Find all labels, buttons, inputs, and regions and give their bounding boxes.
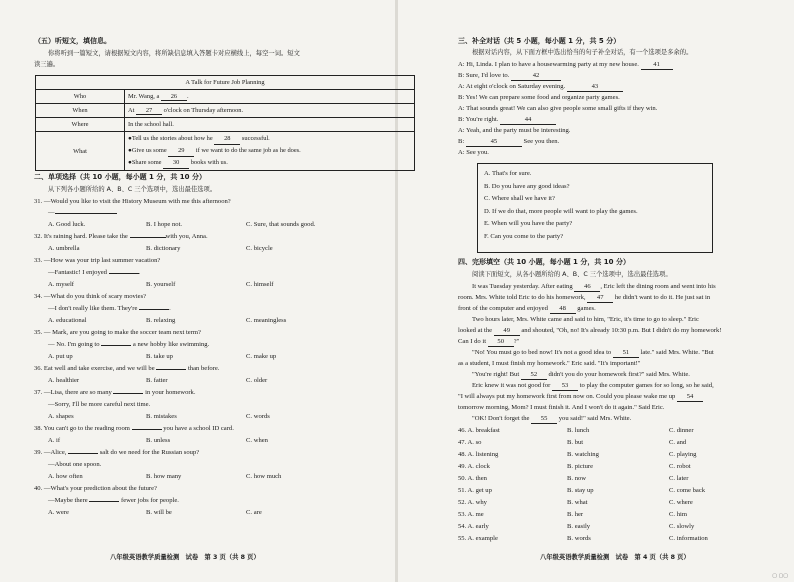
question-37: 37. —Lisa, there are so many in your homework. xyxy=(34,389,196,396)
left-footer: 八年级英语教学质量检测 试卷 第 3 页（共 8 页） xyxy=(110,554,260,561)
cloze-heading: 四、完形填空（共 10 小题，每小题 1 分，共 10 分） xyxy=(458,258,630,266)
cloze-line: Two hours later, Mrs. White came and said to him, "Eric, it's time to go to sleep." Eric xyxy=(472,316,699,323)
row-key: What xyxy=(36,132,125,171)
row-key: When xyxy=(36,104,125,118)
options-34: A. educational B. relaxing C. meaningless xyxy=(48,317,287,324)
row-value: Mr. Wang, a 26 . xyxy=(125,90,415,104)
cloze-instruction: 阅读下面短文，从各小题所给的 A、B、C 三个选项中，选出最佳选项。 xyxy=(472,271,672,278)
options-35: A. put up B. take up C. make up xyxy=(48,353,277,360)
cloze-line: looked at the 49 and shouted, "Oh, no! It's already 10:30 p.m. But I didn't do my homework! xyxy=(458,327,722,334)
question-31: 31. —Would you like to visit the History Museum with me this afternoon? xyxy=(34,198,231,205)
row-key: Who xyxy=(36,90,125,104)
options-37: A. shapes B. mistakes C. words xyxy=(48,413,270,420)
mc-heading: 二、单项选择（共 10 小题，每小题 1 分，共 10 分） xyxy=(34,173,206,181)
answer-blank-53: 53 xyxy=(552,382,578,391)
cloze-choice: C. later xyxy=(669,475,689,482)
dialog-option: E. When will you have the party? xyxy=(484,220,573,227)
table-row xyxy=(36,132,415,171)
cloze-choice: C. information xyxy=(669,535,708,542)
listening-heading: （五）听短文，填信息。 xyxy=(34,37,111,45)
dialog-line: A: Hi, Linda. I plan to have a housewarming party at my new house. 41 xyxy=(458,61,673,70)
answer-blank-41: 41 xyxy=(641,61,673,70)
question-39-reply: —About one spoon. xyxy=(48,461,102,468)
question-34: 34. —What do you think of scary movies? xyxy=(34,293,147,300)
cloze-line: as a student, I must finish my homework." Eric said. "It's important!" xyxy=(458,360,641,367)
cloze-choice: 47. A. so xyxy=(458,439,482,446)
cloze-choice: B. what xyxy=(567,499,588,506)
answer-blank-48: 48 xyxy=(550,305,576,314)
dialog-option: B. Do you have any good ideas? xyxy=(484,182,570,190)
dialog-line: B: You're right. 44 xyxy=(458,116,556,125)
table-row xyxy=(36,118,415,132)
answer-blank-45: 45 xyxy=(466,138,522,147)
cloze-choice: 46. A. breakfast xyxy=(458,427,500,434)
answer-blank-43: 43 xyxy=(567,83,623,92)
row-value: ●Tell us the stories about how he 28 successful. ●Give us some 29 if we want to do the same job as he does. ●Share some 30 books with us. xyxy=(125,132,415,171)
options-32: A. umbrella B. dictionary C. bicycle xyxy=(48,245,273,252)
answer-blank-50: 50 xyxy=(488,338,514,347)
answer-blank-26: 26 xyxy=(161,93,187,101)
cloze-line: "OK! Don't forget the 55 you said!" said Mrs. White. xyxy=(472,415,632,422)
watermark: ▢ ▢▢ xyxy=(772,573,788,579)
options-36: A. healthier B. fatter C. older xyxy=(48,377,268,384)
cloze-choice: C. dinner xyxy=(669,427,694,434)
cloze-choice: C. him xyxy=(669,511,687,518)
cloze-choice: B. words xyxy=(567,535,591,542)
cloze-choice: C. where xyxy=(669,499,693,506)
answer-blank-46: 46 xyxy=(574,283,600,292)
cloze-line: It was Tuesday yesterday. After eating 46 , Eric left the dining room and went into his xyxy=(472,283,716,290)
dialog-line: A: Yeah, and the party must be interesting. xyxy=(458,127,571,134)
question-34-reply: —I don't really like them. They're . xyxy=(48,305,171,312)
mc-instruction: 从下列各小题所给的 A、B、C 三个选项中，选出最佳选项。 xyxy=(48,186,217,193)
cloze-choice: B. watching xyxy=(567,451,599,458)
answer-blank-27: 27 xyxy=(136,107,162,115)
cloze-choice: 53. A. me xyxy=(458,511,484,518)
options-33: A. myself B. yourself C. himself xyxy=(48,281,274,288)
cloze-line: Eric knew it was not good for 53 to play the computer games for so long, so he said, xyxy=(472,382,714,389)
answer-blank-51: 51 xyxy=(613,349,639,358)
question-39: 39. —Alice, salt do we need for the Russian soup? xyxy=(34,449,200,456)
question-32: 32. It's raining hard. Please take the with you, Anna. xyxy=(34,233,208,240)
dialog-line: A: At eight o'clock on Saturday evening. 43 xyxy=(458,83,623,92)
cloze-choice: B. picture xyxy=(567,463,594,470)
dialog-option: F. Can you come to the party? xyxy=(484,232,564,240)
answer-blank-30: 30 xyxy=(163,157,189,169)
cloze-line: Can I do it 50 ?" xyxy=(458,338,520,345)
question-38: 38. You can't go to the reading room you have a school ID card. xyxy=(34,425,234,432)
dialog-line: B: 45 See you then. xyxy=(458,138,560,145)
options-40: A. were B. will be C. are xyxy=(48,509,262,516)
cloze-choice: B. stay up xyxy=(567,487,594,494)
cloze-choice: 49. A. clock xyxy=(458,463,490,470)
listening-instruction: 你将听到一篇短文，请根据短文内容，将所缺信息填入答题卡对应横线上，每空一词。短文 xyxy=(48,50,300,57)
table-row xyxy=(36,104,415,118)
cloze-choice: B. easily xyxy=(567,523,591,530)
question-31-reply: — xyxy=(48,209,117,217)
dialog-options-box xyxy=(477,163,713,253)
cloze-line: tomorrow morning, Mom? I must finish it. And I won't do it again." Said Eric. xyxy=(458,404,665,411)
question-36: 36. Eat well and take exercise, and we will be than before. xyxy=(34,365,220,372)
answer-blank-47: 47 xyxy=(587,294,613,303)
cloze-choice: B. now xyxy=(567,475,587,482)
question-40: 40. —What's your prediction about the future? xyxy=(34,485,157,492)
cloze-choice: C. and xyxy=(669,439,687,446)
dialog-line: A: See you. xyxy=(458,149,489,156)
options-38: A. if B. unless C. when xyxy=(48,437,268,444)
cloze-line: room. Mrs. White told Eric to do his homework, 47 he didn't want to do it. He just sat in xyxy=(458,294,711,301)
cloze-choice: 48. A. listening xyxy=(458,451,499,458)
question-33-reply: —Fantastic! I enjoyed . xyxy=(48,269,141,276)
question-35-reply: — No. I'm going to a new hobby like swimming. xyxy=(48,341,210,348)
answer-blank-52: 52 xyxy=(521,371,547,380)
dialog-line: A: That sounds great! We can also give people some small gifts if they win. xyxy=(458,105,658,112)
cloze-line: front of the computer and enjoyed 48 games. xyxy=(458,305,596,312)
options-39: A. how often B. how many C. how much xyxy=(48,473,282,480)
cloze-choice: C. robot xyxy=(669,463,691,470)
right-footer: 八年级英语教学质量检测 试卷 第 4 页（共 8 页） xyxy=(540,554,690,561)
dialog-heading: 三、补全对话（共 5 小题，每小题 1 分，共 5 分） xyxy=(458,37,621,45)
answer-blank-29: 29 xyxy=(168,145,194,157)
cloze-choice: 55. A. example xyxy=(458,535,498,542)
cloze-line: "No! You must go to bed now! It's not a good idea to 51 late." said Mrs. White. "But xyxy=(472,349,714,356)
listening-table xyxy=(35,75,415,171)
row-value: At 27 o'clock on Thursday afternoon. xyxy=(125,104,415,118)
options-31: A. Good luck. B. I hope not. C. Sure, that sounds good. xyxy=(48,221,316,228)
cloze-choice: B. lunch xyxy=(567,427,590,434)
cloze-line: "I will always put my homework first from now on. Could you please wake me up 54 xyxy=(458,393,703,402)
cloze-choice: 52. A. why xyxy=(458,499,487,506)
cloze-choice: B. but xyxy=(567,439,584,446)
table-title: A Talk for Future Job Planning xyxy=(36,76,415,90)
answer-blank-55: 55 xyxy=(531,415,557,424)
cloze-line: "You're right! But 52 didn't you do your homework first?" said Mrs. White. xyxy=(472,371,690,378)
dialog-instruction: 根据对话内容，从下面方框中选出恰当的句子补全对话，有一个选项是多余的。 xyxy=(472,49,693,56)
dialog-line: B: Yes! We can prepare some food and organize party games. xyxy=(458,94,620,101)
question-33: 33. —How was your trip last summer vacation? xyxy=(34,257,161,264)
dialog-option: A. That's for sure. xyxy=(484,170,532,177)
cloze-choice: C. slowly xyxy=(669,523,695,530)
cloze-choice: C. playing xyxy=(669,451,697,458)
question-35: 35. — Mark, are you going to make the soccer team next term? xyxy=(34,329,201,336)
question-40-reply: —Maybe there fewer jobs for people. xyxy=(48,497,179,504)
cloze-choice: B. her xyxy=(567,511,584,518)
dialog-option: D. If we do that, more people will want to play the games. xyxy=(484,207,638,215)
answer-blank-49: 49 xyxy=(494,327,520,336)
answer-blank-44: 44 xyxy=(500,116,556,125)
row-key: Where xyxy=(36,118,125,132)
dialog-line: B: Sure, I'd love to. 42 xyxy=(458,72,561,81)
answer-blank-54: 54 xyxy=(677,393,703,402)
cloze-choice: 54. A. early xyxy=(458,523,489,530)
listening-instruction-cont: 读三遍。 xyxy=(34,61,60,68)
question-37-reply: —Sorry, I'll be more careful next time. xyxy=(48,401,151,408)
table-row xyxy=(36,90,415,104)
cloze-choice: C. come back xyxy=(669,487,706,494)
row-value: In the school hall. xyxy=(125,118,415,132)
answer-blank-42: 42 xyxy=(511,72,561,81)
dialog-option: C. Where shall we have it? xyxy=(484,195,555,202)
answer-blank-28: 28 xyxy=(214,133,240,145)
cloze-choice: 51. A. get up xyxy=(458,487,492,494)
cloze-choice: 50. A. then xyxy=(458,475,487,482)
